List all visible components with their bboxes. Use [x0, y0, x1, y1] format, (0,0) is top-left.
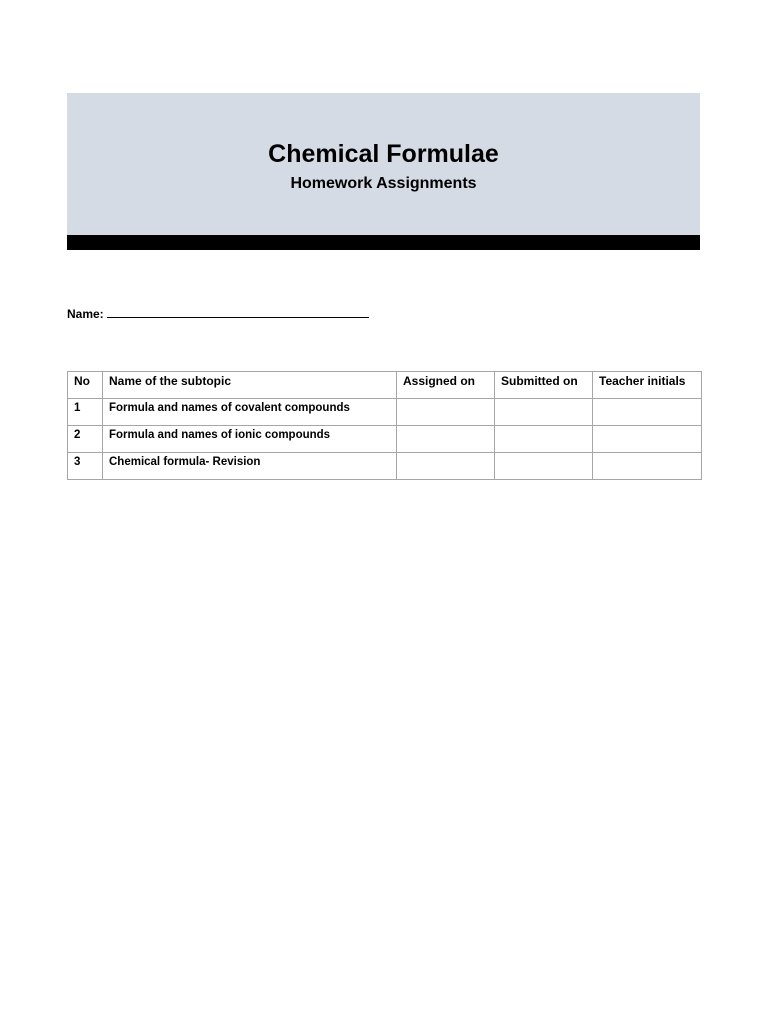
name-label: Name:: [67, 307, 104, 321]
cell-no: 2: [68, 426, 103, 453]
name-field-row: [67, 306, 369, 322]
table-row: [68, 399, 702, 426]
column-header-submitted: Submitted on: [495, 372, 593, 399]
cell-submitted[interactable]: [495, 453, 593, 480]
table-row: [68, 453, 702, 480]
table-row: [68, 426, 702, 453]
column-header-subtopic: Name of the subtopic: [103, 372, 397, 399]
cell-submitted[interactable]: [495, 399, 593, 426]
cell-no: 3: [68, 453, 103, 480]
table-header-row: [68, 372, 702, 399]
cell-assigned[interactable]: [397, 399, 495, 426]
document-subtitle: Homework Assignments: [290, 175, 477, 192]
homework-table: [67, 371, 702, 480]
header-rule: [67, 235, 700, 250]
cell-subtopic: Formula and names of ionic compounds: [103, 426, 397, 453]
column-header-initials: Teacher initials: [593, 372, 702, 399]
cell-initials[interactable]: [593, 426, 702, 453]
name-blank-line[interactable]: [107, 307, 369, 318]
cell-submitted[interactable]: [495, 426, 593, 453]
column-header-no: No: [68, 372, 103, 399]
cell-initials[interactable]: [593, 399, 702, 426]
document-title: Chemical Formulae: [268, 140, 499, 168]
column-header-assigned: Assigned on: [397, 372, 495, 399]
cell-initials[interactable]: [593, 453, 702, 480]
cell-assigned[interactable]: [397, 453, 495, 480]
cell-no: 1: [68, 399, 103, 426]
header-band: [67, 93, 700, 235]
cell-subtopic: Chemical formula- Revision: [103, 453, 397, 480]
cell-subtopic: Formula and names of covalent compounds: [103, 399, 397, 426]
cell-assigned[interactable]: [397, 426, 495, 453]
